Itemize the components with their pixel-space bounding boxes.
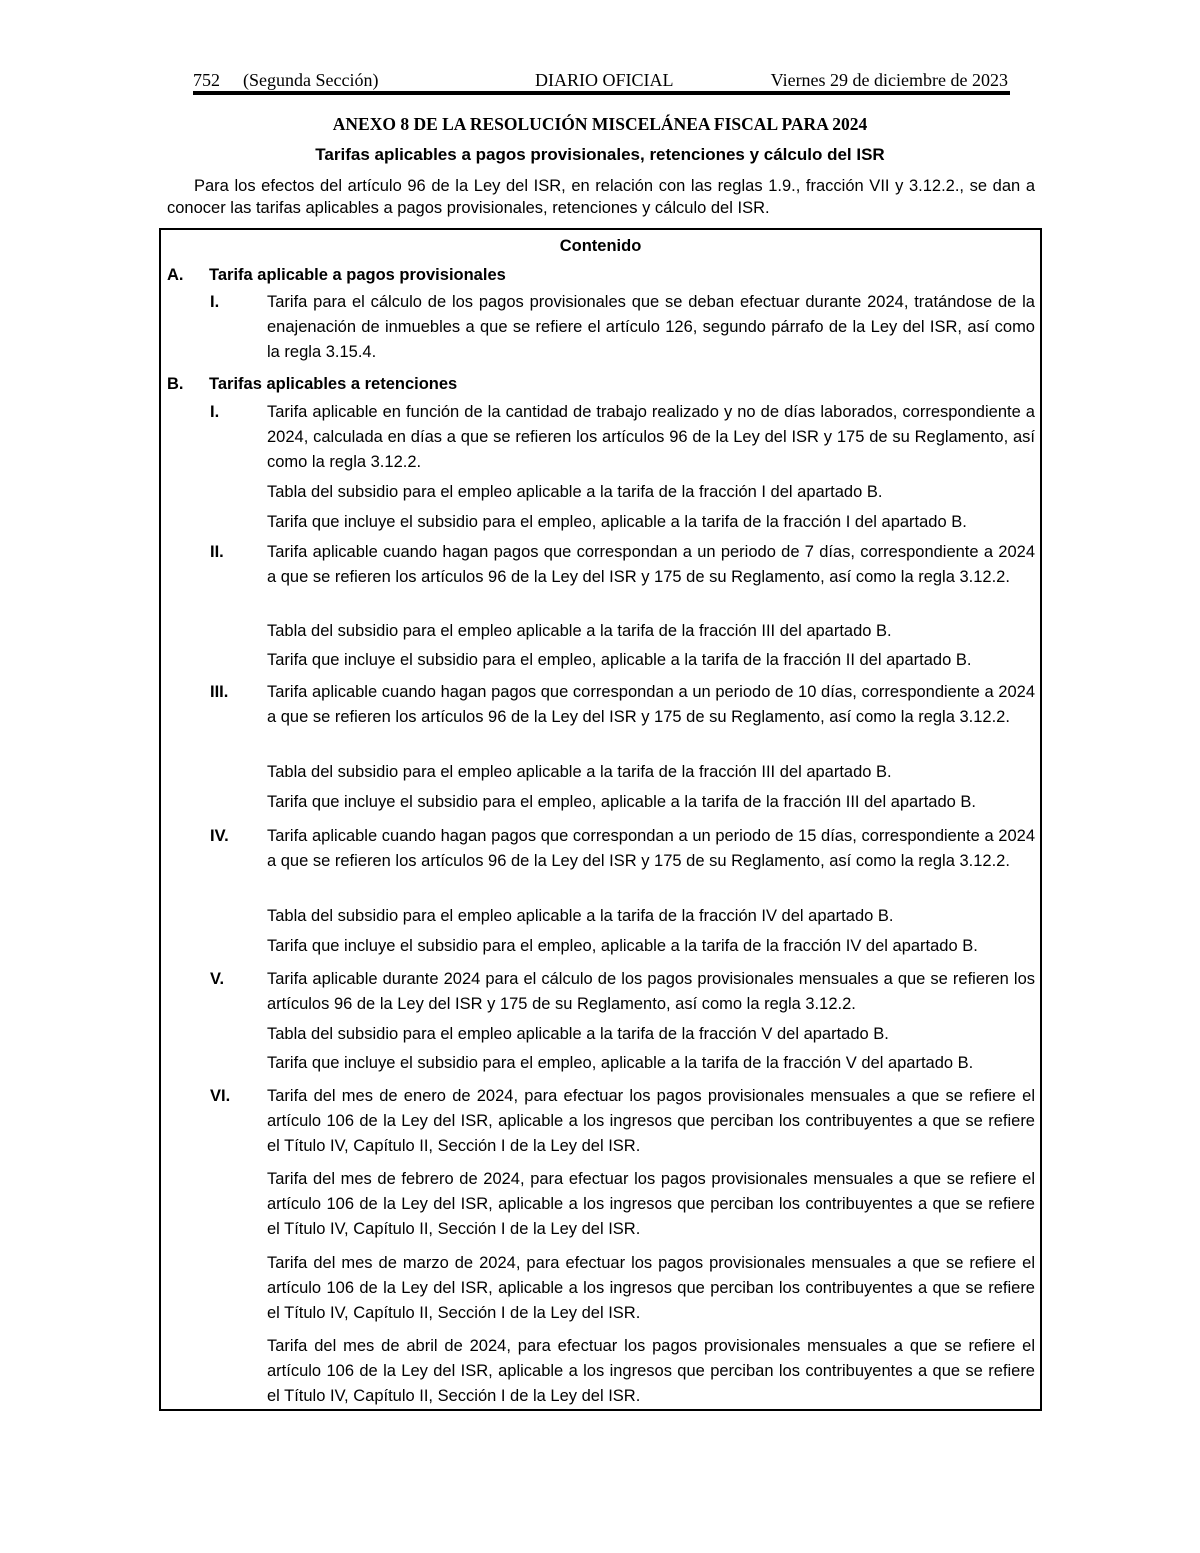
contents-box — [159, 228, 1042, 1411]
contents-heading: Contenido — [559, 237, 642, 255]
section-b-numeral-i: I. — [210, 403, 220, 421]
section-b-item-vi-sub-3: Tarifa del mes de abril de 2024, para efectuar los pagos provisionales mensuales a que se refiere el artículo 106 de la Ley del ISR, aplicable a los ingresos que perciban los contribuyentes a que se refiere el Título IV, Capítulo II, Sección I de la Ley del ISR. — [267, 1337, 1035, 1405]
section-b-letter: B. — [167, 375, 184, 393]
page-number: 752 — [193, 70, 220, 90]
section-a-numeral-i: I. — [210, 293, 220, 311]
section-b-item-iv: Tarifa aplicable cuando hagan pagos que correspondan a un periodo de 15 días, correspondiente a 2024 a que se refieren los artículos 96 de la Ley del ISR y 175 de su Reglamento, así como la regla 3.12.2. — [267, 827, 1035, 870]
section-b-item-v-sub-1: Tabla del subsidio para el empleo aplicable a la tarifa de la fracción V del apartado B. — [267, 1025, 889, 1043]
section-b-item-vi-sub-2: Tarifa del mes de marzo de 2024, para efectuar los pagos provisionales mensuales a que se refiere el artículo 106 de la Ley del ISR, aplicable a los ingresos que perciban los contribuyentes a que se refiere el Título IV, Capítulo II, Sección I de la Ley del ISR. — [267, 1254, 1035, 1322]
section-b-title: Tarifas aplicables a retenciones — [209, 375, 458, 393]
section-b-item-ii-sub-2: Tarifa que incluye el subsidio para el empleo, aplicable a la tarifa de la fracción II del apartado B. — [267, 651, 972, 669]
document-title: ANEXO 8 DE LA RESOLUCIÓN MISCELÁNEA FISCAL PARA 2024 — [332, 114, 868, 134]
section-b-item-ii-sub-1: Tabla del subsidio para el empleo aplicable a la tarifa de la fracción III del apartado B. — [267, 622, 892, 640]
section-b-item-iii-sub-2: Tarifa que incluye el subsidio para el empleo, aplicable a la tarifa de la fracción III del apartado B. — [267, 793, 977, 811]
section-b-item-iii-sub-1: Tabla del subsidio para el empleo aplicable a la tarifa de la fracción III del apartado B. — [267, 763, 892, 781]
section-a-title: Tarifa aplicable a pagos provisionales — [209, 266, 506, 284]
section-b-numeral-ii: II. — [210, 543, 224, 561]
section-label: (Segunda Sección) — [243, 70, 379, 90]
section-a-item-i: Tarifa para el cálculo de los pagos provisionales que se deban efectuar durante 2024, tratándose de la enajenación de inmuebles a que se refiere el artículo 126, segundo párrafo de la Ley del ISR, así como la regla 3.15.4. — [267, 293, 1035, 361]
intro-paragraph: Para los efectos del artículo 96 de la Ley del ISR, en relación con las reglas 1.9., fracción VII y 3.12.2., se dan a conocer las tarifas aplicables a pagos provisionales, retenciones y cálculo del ISR. — [167, 177, 1035, 217]
section-a-letter: A. — [167, 266, 184, 284]
section-b-item-iv-sub-1: Tabla del subsidio para el empleo aplicable a la tarifa de la fracción IV del apartado B. — [267, 907, 894, 925]
section-b-item-iii: Tarifa aplicable cuando hagan pagos que correspondan a un periodo de 10 días, correspondiente a 2024 a que se refieren los artículos 96 de la Ley del ISR y 175 de su Reglamento, así como la regla 3.12.2. — [267, 683, 1035, 726]
publication-date: Viernes 29 de diciembre de 2023 — [770, 70, 1008, 90]
publication-name: DIARIO OFICIAL — [535, 70, 674, 90]
section-b-item-i-sub-1: Tabla del subsidio para el empleo aplicable a la tarifa de la fracción I del apartado B. — [267, 483, 883, 501]
section-b-numeral-iv: IV. — [210, 827, 229, 845]
section-b-numeral-vi: VI. — [210, 1087, 231, 1105]
section-b-item-i: Tarifa aplicable en función de la cantidad de trabajo realizado y no de días laborados, correspondiente a 2024, calculada en días a que se refieren los artículos 96 de la Ley del ISR y 175 de su Reglamento, así como la regla 3.12.2. — [267, 403, 1035, 471]
section-b-numeral-iii: III. — [210, 683, 229, 701]
section-b-item-vi-sub-1: Tarifa del mes de febrero de 2024, para efectuar los pagos provisionales mensuales a que se refiere el artículo 106 de la Ley del ISR, aplicable a los ingresos que perciban los contribuyentes a que se refiere el Título IV, Capítulo II, Sección I de la Ley del ISR. — [267, 1170, 1035, 1238]
section-b-item-iv-sub-2: Tarifa que incluye el subsidio para el empleo, aplicable a la tarifa de la fracción IV del apartado B. — [267, 937, 978, 955]
section-b-numeral-v: V. — [210, 970, 225, 988]
section-b-item-vi: Tarifa del mes de enero de 2024, para efectuar los pagos provisionales mensuales a que se refiere el artículo 106 de la Ley del ISR, aplicable a los ingresos que perciban los contribuyentes a que se refiere el Título IV, Capítulo II, Sección I de la Ley del ISR. — [267, 1087, 1035, 1155]
header-rule — [193, 91, 1010, 95]
section-b-item-i-sub-2: Tarifa que incluye el subsidio para el empleo, aplicable a la tarifa de la fracción I del apartado B. — [267, 513, 967, 531]
document-subtitle: Tarifas aplicables a pagos provisionales, retenciones y cálculo del ISR — [315, 145, 885, 164]
section-b-item-v: Tarifa aplicable durante 2024 para el cálculo de los pagos provisionales mensuales a que se refieren los artículos 96 de la Ley del ISR y 175 de su Reglamento, así como la regla 3.12.2. — [267, 970, 1035, 1013]
section-b-item-ii: Tarifa aplicable cuando hagan pagos que correspondan a un periodo de 7 días, correspondiente a 2024 a que se refieren los artículos 96 de la Ley del ISR y 175 de su Reglamento, así como la regla 3.12.2. — [267, 543, 1035, 586]
section-b-item-v-sub-2: Tarifa que incluye el subsidio para el empleo, aplicable a la tarifa de la fracción V del apartado B. — [267, 1054, 974, 1072]
